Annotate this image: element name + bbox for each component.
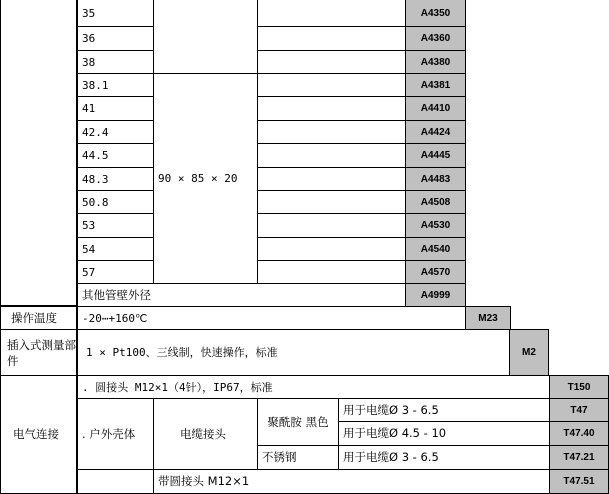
pipe-size-cell bbox=[77, 120, 154, 144]
with-round-connector-text: 带圆接头 M12×1 bbox=[158, 474, 250, 488]
operating-temp-value: -20⋯+160℃ bbox=[82, 311, 148, 325]
round-connector-code-cell bbox=[549, 375, 609, 399]
operating-temp-label: 操作温度 bbox=[11, 310, 57, 325]
outdoor-housing-label: . 户外壳体 bbox=[82, 426, 136, 441]
insert-code-cell bbox=[509, 329, 549, 376]
order-code-cell bbox=[405, 26, 466, 51]
with-round-connector-code: T47.51 bbox=[563, 476, 595, 487]
order-code-cell-text: A4410 bbox=[420, 103, 451, 114]
blank-cell bbox=[257, 26, 406, 51]
order-code-cell-text: A4381 bbox=[420, 79, 451, 91]
blank-cell bbox=[257, 50, 406, 74]
insert-label-cell bbox=[0, 329, 77, 376]
other-size-label: 其他管壁外径 bbox=[82, 287, 151, 302]
pipe-size-cell bbox=[77, 260, 154, 285]
pipe-size-cell bbox=[77, 213, 154, 238]
order-code-cell bbox=[405, 190, 466, 214]
electrical-label-cell bbox=[0, 375, 77, 494]
cable-connector-label: 电缆接头 bbox=[180, 426, 226, 441]
stainless-cell bbox=[257, 445, 339, 470]
pipe-size-cell-text: 38.1 bbox=[82, 78, 109, 92]
insert-code: M2 bbox=[522, 347, 536, 358]
insert-label: 插入式测量部件 bbox=[7, 337, 76, 368]
pipe-size-cell-text: 41 bbox=[82, 102, 96, 115]
blank-cell bbox=[257, 237, 406, 261]
pipe-size-cell bbox=[77, 73, 154, 97]
pipe-size-cell bbox=[77, 237, 154, 261]
outdoor-housing-cell bbox=[77, 398, 154, 470]
pipe-size-cell-text: 35 bbox=[82, 6, 96, 20]
order-code-cell bbox=[405, 0, 466, 27]
dimension-cell-top bbox=[153, 0, 258, 74]
cable-option-code-1 bbox=[549, 398, 609, 422]
operating-temp-code-cell bbox=[465, 306, 511, 330]
pipe-size-cell bbox=[77, 0, 154, 27]
round-connector-text: . 圆接头 M12×1（4针），IP67，标准 bbox=[82, 380, 273, 394]
order-code-cell-text: A4350 bbox=[420, 7, 451, 19]
order-code-cell bbox=[405, 120, 466, 144]
pipe-size-cell-text: 53 bbox=[82, 219, 96, 232]
cable-option-row-2 bbox=[338, 421, 550, 446]
order-code-cell bbox=[405, 213, 466, 238]
pipe-size-cell-text: 54 bbox=[82, 242, 96, 256]
pipe-size-cell-text: 48.3 bbox=[82, 172, 109, 186]
order-code-cell-text: A4360 bbox=[420, 33, 451, 44]
left-margin-cell bbox=[0, 0, 77, 306]
blank-cell bbox=[257, 167, 406, 191]
order-code-cell bbox=[405, 143, 466, 168]
insert-value-cell bbox=[77, 329, 510, 376]
blank-cell bbox=[257, 0, 406, 27]
round-connector-code: T150 bbox=[567, 381, 591, 393]
insert-value: 1 × Pt100、三线制，快速操作，标准 bbox=[86, 346, 278, 359]
cable-option-text: 用于电缆Ø 3 - 6.5 bbox=[343, 450, 439, 464]
pipe-size-cell bbox=[77, 96, 154, 121]
pipe-size-cell bbox=[77, 190, 154, 214]
with-round-connector-cell bbox=[153, 469, 550, 494]
order-code-cell-text: A4530 bbox=[420, 220, 451, 231]
order-code-cell bbox=[405, 167, 466, 191]
with-round-connector-spacer bbox=[77, 469, 154, 494]
order-code-cell-text: A4540 bbox=[420, 243, 451, 255]
blank-cell bbox=[257, 213, 406, 238]
pipe-size-cell-text: 36 bbox=[82, 32, 96, 45]
order-code-cell-text: A4380 bbox=[420, 56, 451, 68]
cable-option-code: T47.21 bbox=[563, 452, 595, 463]
cable-option-text: 用于电缆Ø 3 - 6.5 bbox=[343, 402, 439, 417]
order-code-cell bbox=[405, 73, 466, 97]
pipe-size-cell bbox=[77, 167, 154, 191]
electrical-label: 电气连接 bbox=[13, 427, 59, 441]
order-code-cell bbox=[405, 96, 466, 121]
other-size-row bbox=[77, 283, 406, 307]
pipe-size-cell bbox=[77, 50, 154, 74]
operating-temp-value-cell bbox=[77, 306, 466, 330]
other-size-code bbox=[405, 283, 466, 307]
order-code-cell bbox=[405, 260, 466, 285]
cable-option-row-3 bbox=[338, 445, 550, 470]
order-code-cell-text: A4508 bbox=[420, 196, 451, 208]
other-size-code-text: A4999 bbox=[420, 289, 451, 301]
blank-cell bbox=[257, 143, 406, 168]
polyamide-black-cell bbox=[257, 398, 339, 446]
cable-option-row-1 bbox=[338, 398, 550, 422]
pipe-size-cell-text: 42.4 bbox=[82, 125, 109, 139]
dimension-text: 90 × 85 × 20 bbox=[158, 172, 238, 185]
dimension-cell bbox=[153, 73, 258, 284]
pipe-size-cell bbox=[77, 143, 154, 168]
cable-option-text: 用于电缆Ø 4.5 - 10 bbox=[343, 426, 447, 440]
cable-option-code-2 bbox=[549, 421, 609, 446]
order-code-cell-text: A4483 bbox=[420, 173, 451, 185]
cable-option-code-3 bbox=[549, 445, 609, 470]
blank-cell bbox=[257, 120, 406, 144]
order-code-cell-text: A4424 bbox=[420, 126, 451, 138]
blank-cell bbox=[257, 96, 406, 121]
operating-temp-label-cell bbox=[0, 306, 77, 330]
pipe-size-cell-text: 50.8 bbox=[82, 195, 109, 209]
pipe-size-cell-text: 44.5 bbox=[82, 149, 109, 162]
pipe-size-cell-text: 57 bbox=[82, 266, 96, 279]
order-code-cell bbox=[405, 50, 466, 74]
pipe-size-cell bbox=[77, 26, 154, 51]
order-code-cell bbox=[405, 237, 466, 261]
operating-temp-code: M23 bbox=[478, 312, 498, 324]
round-connector-cell bbox=[77, 375, 550, 399]
blank-cell bbox=[257, 190, 406, 214]
pipe-size-cell-text: 38 bbox=[82, 55, 96, 69]
cable-option-code: T47.40 bbox=[563, 428, 595, 439]
cable-connector-cell bbox=[153, 398, 258, 470]
order-code-cell-text: A4570 bbox=[420, 267, 451, 278]
cable-option-code: T47 bbox=[570, 404, 588, 416]
blank-cell bbox=[257, 260, 406, 285]
with-round-connector-code-cell bbox=[549, 469, 609, 494]
blank-cell bbox=[257, 73, 406, 97]
stainless-label: 不锈钢 bbox=[262, 450, 297, 464]
order-code-cell-text: A4445 bbox=[420, 150, 451, 161]
polyamide-black-label: 聚酰胺 黑色 bbox=[267, 414, 329, 429]
